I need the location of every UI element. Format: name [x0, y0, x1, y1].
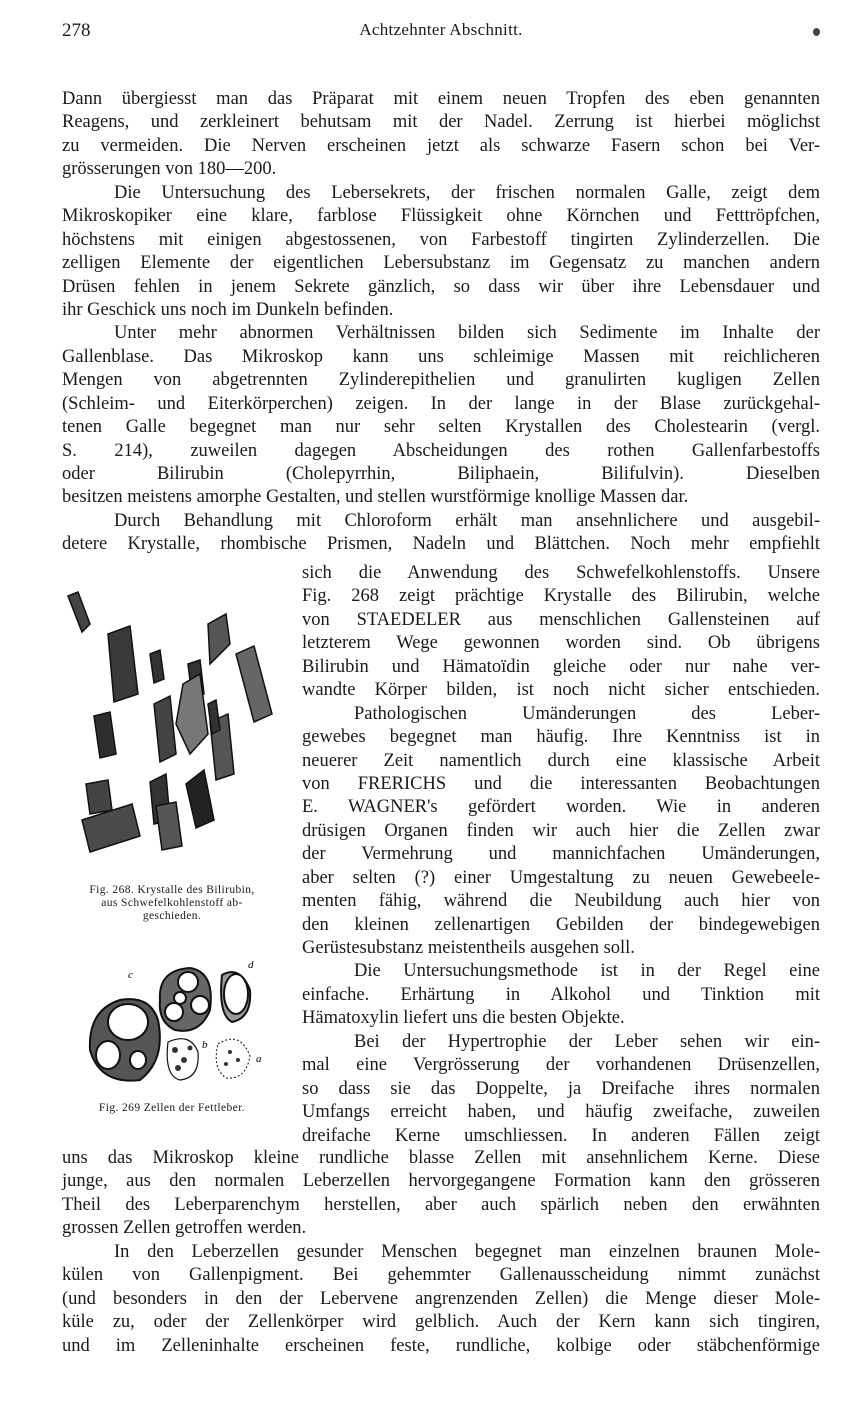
text-line: Durch Behandlung mit Chloroform erhält man ansehnlichere und ausgebil-: [114, 510, 820, 531]
text-line: (und besonders in den der Lebervene angrenzenden Zellen) die Menge dieser Mole-: [62, 1288, 820, 1309]
running-title: Achtzehnter Abschnitt.: [359, 20, 523, 39]
cell-label-d: d: [248, 960, 254, 971]
text-line: ihr Geschick uns noch im Dunkeln befinden.: [62, 299, 394, 320]
text-line: grösserungen von 180—200.: [62, 159, 277, 180]
text-line: von STAEDELER aus menschlichen Gallensteinen auf: [302, 609, 820, 630]
text-line: E. WAGNER's gefördert worden. Wie in anderen: [302, 797, 820, 818]
ink-spot: [813, 28, 820, 36]
text-line: so dass sie das Doppelte, ja Dreifache ihres normalen: [302, 1078, 820, 1099]
text-line: Drüsen fehlen in jenem Sekrete gänzlich, so dass wir über ihre Lebensdauer und: [62, 276, 820, 297]
cell-label-b: b: [202, 1039, 208, 1051]
text-line: drüsigen Organen finden wir auch hier die Zellen zwar: [302, 820, 820, 841]
text-line: Dann übergiesst man das Präparat mit einem neuen Tropfen des eben genannten: [62, 89, 820, 109]
text-line: grossen Zellen getroffen werden.: [62, 1218, 307, 1239]
text-line: Unter mehr abnormen Verhältnissen bilden sich Sedimente im Inhalte der: [114, 323, 820, 344]
text-line: S. 214), zuweilen dagegen Abscheidungen des rothen Gallenfarbestoffs: [62, 440, 820, 461]
text-line: Theil des Leberparenchym herstellen, aber auch spärlich neben den erwähnten: [62, 1194, 820, 1215]
fig-268-caption-line: geschieden.: [142, 910, 202, 922]
text-line: Hämatoxylin liefert uns die besten Objekte.: [302, 1008, 625, 1029]
text-line: einfache. Erhärtung in Alkohol und Tinktion mit: [302, 984, 820, 1005]
text-line: mal eine Vergrösserung der vorhandenen Drüsenzellen,: [302, 1055, 820, 1076]
text-line: und im Zelleninhalte erscheinen feste, rundliche, kolbige oder stäbchenförmige: [62, 1335, 820, 1356]
text-line: In den Leberzellen gesunder Menschen begegnet man einzelnen braunen Mole-: [114, 1241, 820, 1262]
fig-268-caption-line: Fig. 268. Krystalle des Bilirubin,: [89, 884, 255, 896]
text-line: neuerer Zeit namentlich durch eine klassische Arbeit: [302, 750, 820, 771]
text-line: Umfangs erreicht haben, und häufig zweifache, zuweilen: [302, 1102, 820, 1123]
fig-269-fat-liver-cells-illustration: [80, 960, 270, 1090]
text-line: küle zu, oder der Zellenkörper wird gelblich. Auch der Kern kann sich tingiren,: [62, 1312, 820, 1333]
text-line: Pathologischen Umänderungen des Leber-: [354, 703, 820, 724]
cell-label-c: c: [128, 969, 133, 981]
text-line: zelligen Elemente der eigentlichen Lebersubstanz im Gegensatz zu manchen andern: [62, 253, 820, 274]
running-header: [62, 20, 820, 46]
text-line: tenen Galle begegnet man nur sehr selten Krystallen des Cholestearin (vergl.: [62, 417, 820, 438]
text-line: Bilirubin und Hämatoïdin gleiche oder nur nahe ver-: [302, 656, 820, 677]
text-line: detere Krystalle, rhombische Prismen, Nadeln und Blättchen. Noch mehr empfiehlt: [62, 534, 820, 555]
text-line: wandte Körper bilden, ist noch nicht sicher entschieden.: [302, 680, 820, 701]
text-line: Die Untersuchungsmethode ist in der Regel eine: [354, 961, 820, 982]
text-line: höchstens mit einigen abgestossenen, von Farbestoff tingirten Zylinderzellen. Die: [62, 229, 820, 250]
text-line: letzterem Wege gewonnen worden sind. Ob übrigens: [302, 633, 820, 654]
cell-label-a: a: [256, 1053, 262, 1065]
text-line: (Schleim- und Eiterkörperchen) zeigen. In der lange in der Blase zurückgehal-: [62, 393, 820, 414]
fig-268-caption-line: aus Schwefelkohlenstoff ab-: [101, 897, 243, 909]
text-line: menten fähig, während die Neubildung auch hier von: [302, 891, 820, 912]
text-line: Die Untersuchung des Lebersekrets, der frischen normalen Galle, zeigt dem: [114, 182, 820, 203]
text-line: zu vermeiden. Die Nerven erscheinen jetzt als schwarze Fasern schon bei Ver-: [62, 135, 820, 156]
body-text-bottom: [62, 1147, 820, 1358]
text-line: Gerüstesubstanz meistentheils ausgehen soll.: [302, 938, 635, 958]
text-line: den kleinen zellenartigen Gebilden der bindegewebigen: [302, 914, 820, 935]
text-line: oder Bilirubin (Cholepyrrhin, Biliphaein, Bilifulvin). Dieselben: [62, 464, 820, 484]
text-line: Gallenblase. Das Mikroskop kann uns schleimige Massen mit reichlicheren: [62, 346, 820, 367]
text-line: junge, aus den normalen Leberzellen hervorgegangene Formation kann den grösseren: [62, 1171, 820, 1192]
page-number: 278: [62, 20, 91, 41]
text-line: Mikroskopiker eine klare, farblose Flüssigkeit ohne Körnchen und Fetttröpfchen,: [62, 206, 820, 227]
text-line: Bei der Hypertrophie der Leber sehen wir ein-: [354, 1031, 820, 1052]
text-line: külen von Gallenpigment. Bei gehemmter Gallenausscheidung nimmt zunächst: [62, 1265, 820, 1286]
body-text-beside-figures: [302, 562, 820, 1148]
text-line: sich die Anwendung des Schwefelkohlenstoffs. Unsere: [302, 563, 820, 583]
fig-269-caption: Fig. 269 Zellen der Fettleber.: [98, 1102, 246, 1114]
text-line: Mengen von abgetrennten Zylinderepithelien und granulirten kugligen Zellen: [62, 370, 820, 391]
text-line: dreifache Kerne umschliessen. In anderen Fällen zeigt: [302, 1125, 820, 1146]
text-line: Reagens, und zerkleinert behutsam mit der Nadel. Zerrung ist hierbei möglichst: [62, 112, 820, 133]
text-line: besitzen meistens amorphe Gestalten, und stellen wurstförmige knollige Massen dar.: [62, 487, 689, 508]
text-line: aber selten (?) einer Umgestaltung zu neuen Gewebeele-: [302, 867, 820, 888]
fig-268-bilirubin-crystals-illustration: [58, 584, 298, 874]
text-line: Fig. 268 zeigt prächtige Krystalle des Bilirubin, welche: [302, 586, 820, 607]
text-line: uns das Mikroskop kleine rundliche blasse Zellen mit ansehnlichem Kerne. Diese: [62, 1148, 820, 1168]
text-line: von FRERICHS und die interessanten Beobachtungen: [302, 773, 820, 794]
text-line: der Vermehrung und mannichfachen Umänderungen,: [302, 844, 820, 865]
body-text-top: [62, 88, 820, 557]
text-line: gewebes begegnet man häufig. Ihre Kenntniss ist in: [302, 727, 820, 748]
fig-268-caption: [52, 884, 292, 923]
